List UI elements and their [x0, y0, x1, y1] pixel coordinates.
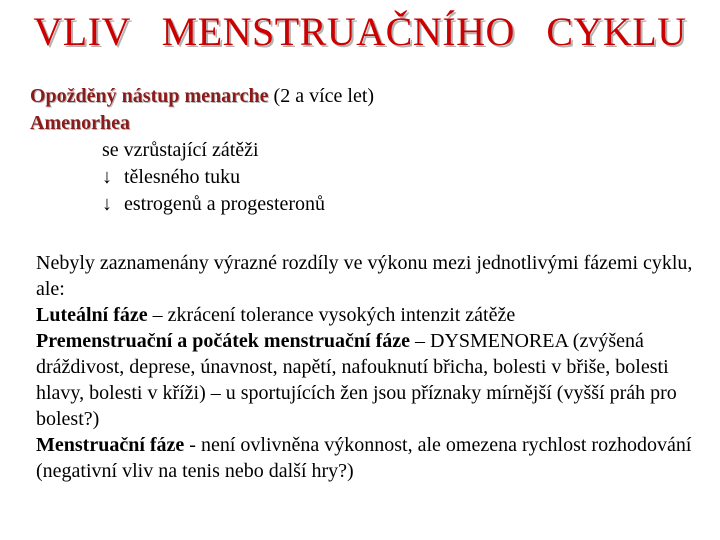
menstrual-label: Menstruační fáze: [36, 434, 185, 456]
page-title: VLIV MENSTRUAČNÍHO CYKLU: [33, 9, 687, 54]
luteal-text: – zkrácení tolerance vysokých intenzit zátěže: [147, 304, 516, 326]
premenstrual-paragraph: [36, 328, 712, 432]
intro-paragraph: Nebyly zaznamenány výrazné rozdíly ve výkonu mezi jednotlivými fázemi cyklu, ale:: [36, 252, 693, 300]
hormones-text: estrogenů a progesteronů: [124, 193, 326, 215]
delayed-onset-line: [30, 83, 374, 110]
fat-line: [30, 164, 374, 191]
premenstrual-text: – DYSMENOREA (zvýšená dráždivost, deprese, únavnost, napětí, nafouknutí břicha, bolesti v břiše, bolesti hlavy, bolesti v kříži) – u sportujících žen jsou příznaky mírnější (vyšší práh pro bolest?): [36, 330, 677, 430]
delayed-onset-label: Opožděný nástup menarche: [30, 85, 269, 107]
down-arrow-icon: ↓: [102, 193, 112, 215]
phases-section: [36, 250, 712, 484]
menstrual-text: - není ovlivněna výkonnost, ale omezena rychlost rozhodování (negativní vliv na tenis nebo další hry?): [36, 434, 692, 482]
load-text: se vzrůstající zátěži: [102, 139, 259, 161]
load-line: [30, 137, 374, 164]
luteal-paragraph: [36, 302, 712, 328]
down-arrow-icon: ↓: [102, 166, 112, 188]
amenorrhea-label: Amenorhea: [30, 112, 130, 134]
fat-text: tělesného tuku: [124, 166, 241, 188]
luteal-label: Luteální fáze: [36, 304, 148, 326]
hormones-line: [30, 191, 374, 218]
menarche-section: [30, 83, 374, 218]
premenstrual-label: Premenstruační a počátek menstruační fáze: [36, 330, 411, 352]
menstrual-paragraph: [36, 432, 712, 484]
delayed-onset-note: (2 a více let): [268, 85, 375, 107]
amenorrhea-line: [30, 110, 374, 137]
